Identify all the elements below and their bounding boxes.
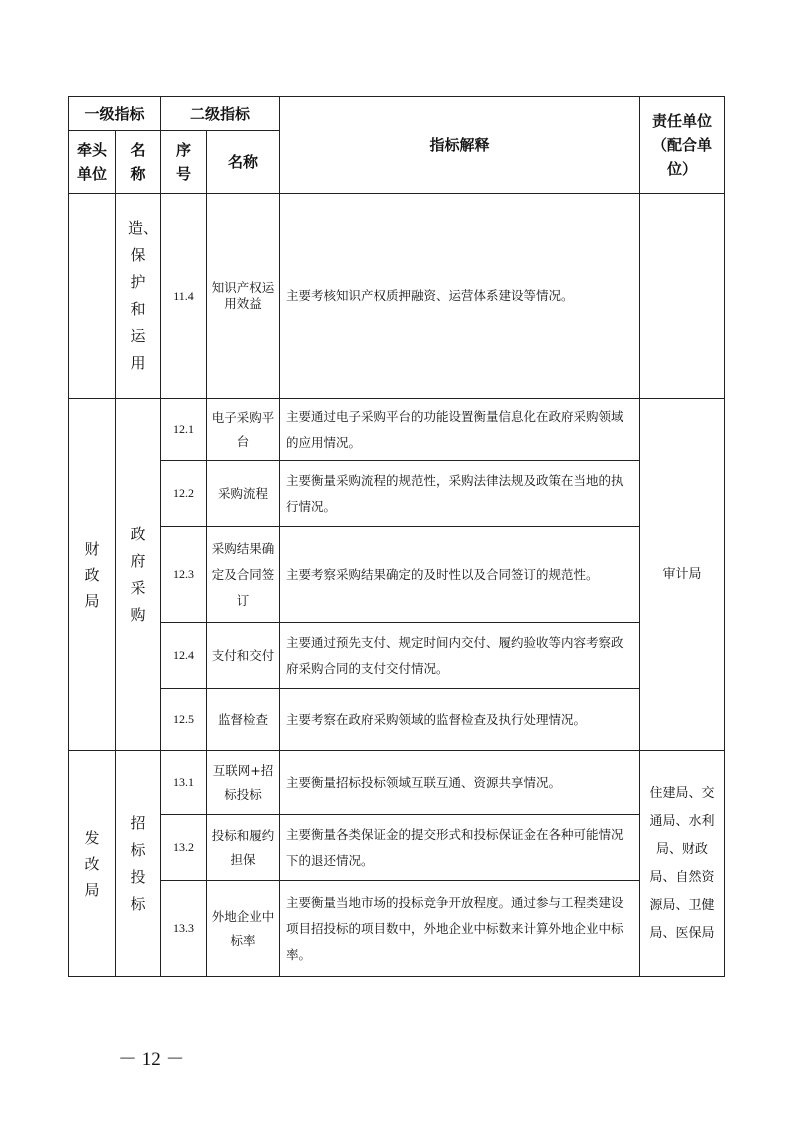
indicator-table bbox=[68, 96, 725, 977]
header-explanation: 指标解释 bbox=[280, 97, 640, 194]
name-cell: 采购流程 bbox=[207, 461, 280, 527]
explanation-cell: 主要通过预先支付、规定时间内交付、履约验收等内容考察政府采购合同的支付交付情况。 bbox=[280, 623, 640, 689]
explanation-cell: 主要衡量招标投标领域互联互通、资源共享情况。 bbox=[280, 751, 640, 815]
header-level1: 一级指标 bbox=[69, 97, 161, 131]
seq-cell: 12.2 bbox=[161, 461, 207, 527]
header-name1: 名称 bbox=[116, 131, 161, 194]
header-seq: 序号 bbox=[161, 131, 207, 194]
header-lead-unit: 牵头单位 bbox=[69, 131, 116, 194]
seq-cell: 12.3 bbox=[161, 527, 207, 623]
name-cell: 知识产权运用效益 bbox=[207, 194, 280, 399]
name-cell: 投标和履约担保 bbox=[207, 815, 280, 881]
category-cell: 政府采购 bbox=[116, 399, 161, 751]
explanation-cell: 主要通过电子采购平台的功能设置衡量信息化在政府采购领域的应用情况。 bbox=[280, 399, 640, 461]
seq-cell: 13.2 bbox=[161, 815, 207, 881]
lead-cell-empty bbox=[69, 194, 116, 399]
explanation-cell: 主要衡量当地市场的投标竞争开放程度。通过参与工程类建设项目招投标的项目数中，外地企业中标数来计算外地企业中标率。 bbox=[280, 881, 640, 977]
name-cell: 监督检查 bbox=[207, 689, 280, 751]
name-cell: 电子采购平台 bbox=[207, 399, 280, 461]
header-responsible: 责任单位（配合单位） bbox=[640, 97, 725, 194]
seq-cell: 12.4 bbox=[161, 623, 207, 689]
explanation-cell: 主要考察在政府采购领域的监督检查及执行处理情况。 bbox=[280, 689, 640, 751]
responsible-cell-empty bbox=[640, 194, 725, 399]
seq-cell: 13.1 bbox=[161, 751, 207, 815]
category-cell: 招标投标 bbox=[116, 751, 161, 977]
explanation-cell: 主要衡量采购流程的规范性，采购法律法规及政策在当地的执行情况。 bbox=[280, 461, 640, 527]
name-cell: 支付和交付 bbox=[207, 623, 280, 689]
seq-cell: 11.4 bbox=[161, 194, 207, 399]
category-cell: 造、保护和运用 bbox=[116, 194, 161, 399]
responsible-cell: 住建局、交通局、水利局、财政局、自然资源局、卫健局、医保局 bbox=[640, 751, 725, 977]
seq-cell: 13.3 bbox=[161, 881, 207, 977]
lead-unit-cell: 发改局 bbox=[69, 751, 116, 977]
seq-cell: 12.5 bbox=[161, 689, 207, 751]
explanation-cell: 主要衡量各类保证金的提交形式和投标保证金在各种可能情况下的退还情况。 bbox=[280, 815, 640, 881]
lead-unit-cell: 财政局 bbox=[69, 399, 116, 751]
explanation-cell: 主要考核知识产权质押融资、运营体系建设等情况。 bbox=[280, 194, 640, 399]
seq-cell: 12.1 bbox=[161, 399, 207, 461]
name-cell: 互联网+招标投标 bbox=[207, 751, 280, 815]
header-name2: 名称 bbox=[207, 131, 280, 194]
header-level2: 二级指标 bbox=[161, 97, 280, 131]
name-cell: 采购结果确定及合同签订 bbox=[207, 527, 280, 623]
name-cell: 外地企业中标率 bbox=[207, 881, 280, 977]
responsible-cell: 审计局 bbox=[640, 399, 725, 751]
explanation-cell: 主要考察采购结果确定的及时性以及合同签订的规范性。 bbox=[280, 527, 640, 623]
page-number: － 12 － bbox=[118, 1049, 185, 1070]
